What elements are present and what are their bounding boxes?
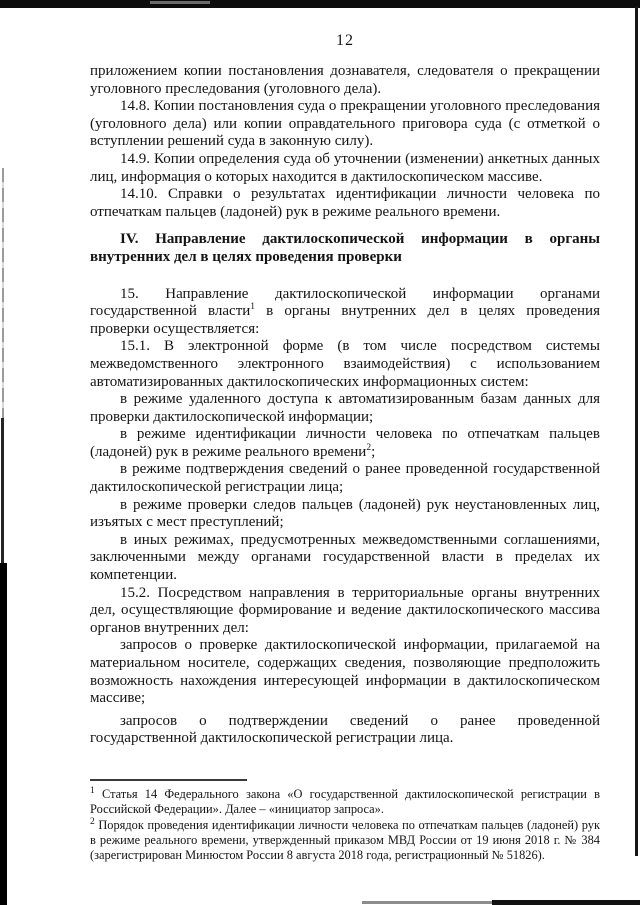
paragraph-7 — [90, 338, 600, 391]
paragraph-8 — [90, 391, 600, 426]
footnote-separator — [90, 779, 247, 781]
scan-artifact-top-edge-light — [150, 1, 210, 4]
paragraph-6 — [90, 286, 600, 339]
text-run: в режиме идентификации личности человека по отпечаткам пальцев (ладоней) рук в режиме реального времени — [90, 426, 600, 460]
page-number: 12 — [336, 32, 354, 49]
paragraph-14 — [90, 637, 600, 707]
scan-artifact-left-edge-middle — [1, 418, 4, 563]
text-run: 15. Направление дактилоскопической информации органами государственной власти — [90, 285, 600, 320]
text-run: приложением копии постановления дознавателя, следователя о прекращении уголовного преследования (уголовного дела). — [90, 63, 600, 97]
text-run: 15.1. В электронной форме (в том числе посредством системы межведомственного электронного взаимодействия) с использованием автоматизированных дактилоскопических информационных систем: — [90, 338, 600, 390]
text-run: в режиме удаленного доступа к автоматизированным базам данных для проверки дактилоскопической информации; — [90, 391, 600, 425]
scan-artifact-left-edge-upper — [2, 168, 4, 418]
text-run: в органы внутренних дел в целях проведения проверки осуществляется: — [90, 303, 600, 337]
footnote-marker: 1 — [90, 785, 95, 796]
text-run: 14.10. Справки о результатах идентификации личности человека по отпечаткам пальцев (ладоней) рук в режиме реального времени. — [90, 186, 600, 220]
paragraph-2 — [90, 98, 600, 151]
text-run: ; — [371, 443, 376, 460]
footnote-marker: 2 — [366, 442, 372, 453]
paragraph-11 — [90, 497, 600, 532]
paragraph-3 — [90, 151, 600, 186]
text-run: в режиме подтверждения сведений о ранее проведенной государственной дактилоскопической регистрации лица; — [90, 461, 600, 496]
text-run: IV. Направление дактилоскопической информации в органы внутренних дел в целях проведения проверки — [90, 231, 600, 265]
paragraph-1 — [90, 63, 600, 98]
paragraph-15 — [90, 713, 600, 748]
document-body — [90, 63, 600, 748]
footnotes — [90, 787, 600, 863]
scan-artifact-right-edge — [635, 6, 638, 856]
scan-artifact-bottom-edge-gray — [362, 901, 492, 904]
text-run: запросов о проверке дактилоскопической информации, прилагаемой на материальном носителе, содержащих сведения, позволяющие предположить возможность нахождения интересующей информации в дактилоскопическом массиве; — [90, 637, 600, 707]
paragraph-10 — [90, 461, 600, 496]
text-run: в иных режимах, предусмотренных межведомственными соглашениями, заключенными между органами государственной власти в пределах их компетенции. — [90, 531, 600, 584]
text-run: 14.9. Копии определения суда об уточнении (изменении) анкетных данных лиц, информация о которых находится в дактилоскопическом массиве. — [90, 150, 600, 185]
text-run: в режиме проверки следов пальцев (ладоней) рук неустановленных лиц, изъятых с мест преступлений; — [90, 496, 600, 531]
text-run: Статья 14 Федерального закона «О государственной дактилоскопической регистрации в Российской Федерации». Далее – «инициатор запроса». — [90, 787, 600, 817]
paragraph-13 — [90, 585, 600, 638]
footnote-1 — [90, 787, 600, 818]
paragraph-9 — [90, 426, 600, 461]
paragraph-4 — [90, 186, 600, 221]
scan-artifact-left-edge-lower — [0, 563, 7, 905]
footnote-marker: 1 — [250, 302, 256, 313]
scan-artifact-top-edge — [0, 0, 640, 8]
paragraph-12 — [90, 532, 600, 585]
text-run: запросов о подтверждении сведений о ранее проведенной государственной дактилоскопической регистрации лица. — [90, 712, 600, 747]
section-heading — [90, 231, 600, 266]
text-run: 15.2. Посредством направления в территориальные органы внутренних дел, осуществляющие формирование и ведение дактилоскопического массива органов внутренних дел: — [90, 584, 600, 636]
footnote-2 — [90, 818, 600, 864]
text-run: 14.8. Копии постановления суда о прекращении уголовного преследования (уголовного дела) или копии оправдательного приговора суда (с отметкой о вступлении решений суда в законную силу). — [90, 98, 600, 150]
text-run: Порядок проведения идентификации личности человека по отпечаткам пальцев (ладоней) рук в режиме реального времени, утвержденный приказом МВД России от 19 июня 2018 г. № 384 (зарегистрирован Минюстом России 8 августа 2018 года, регистрационный № 51826). — [90, 817, 600, 863]
footnote-marker: 2 — [90, 816, 95, 827]
scan-artifact-bottom-edge-black — [492, 900, 640, 905]
